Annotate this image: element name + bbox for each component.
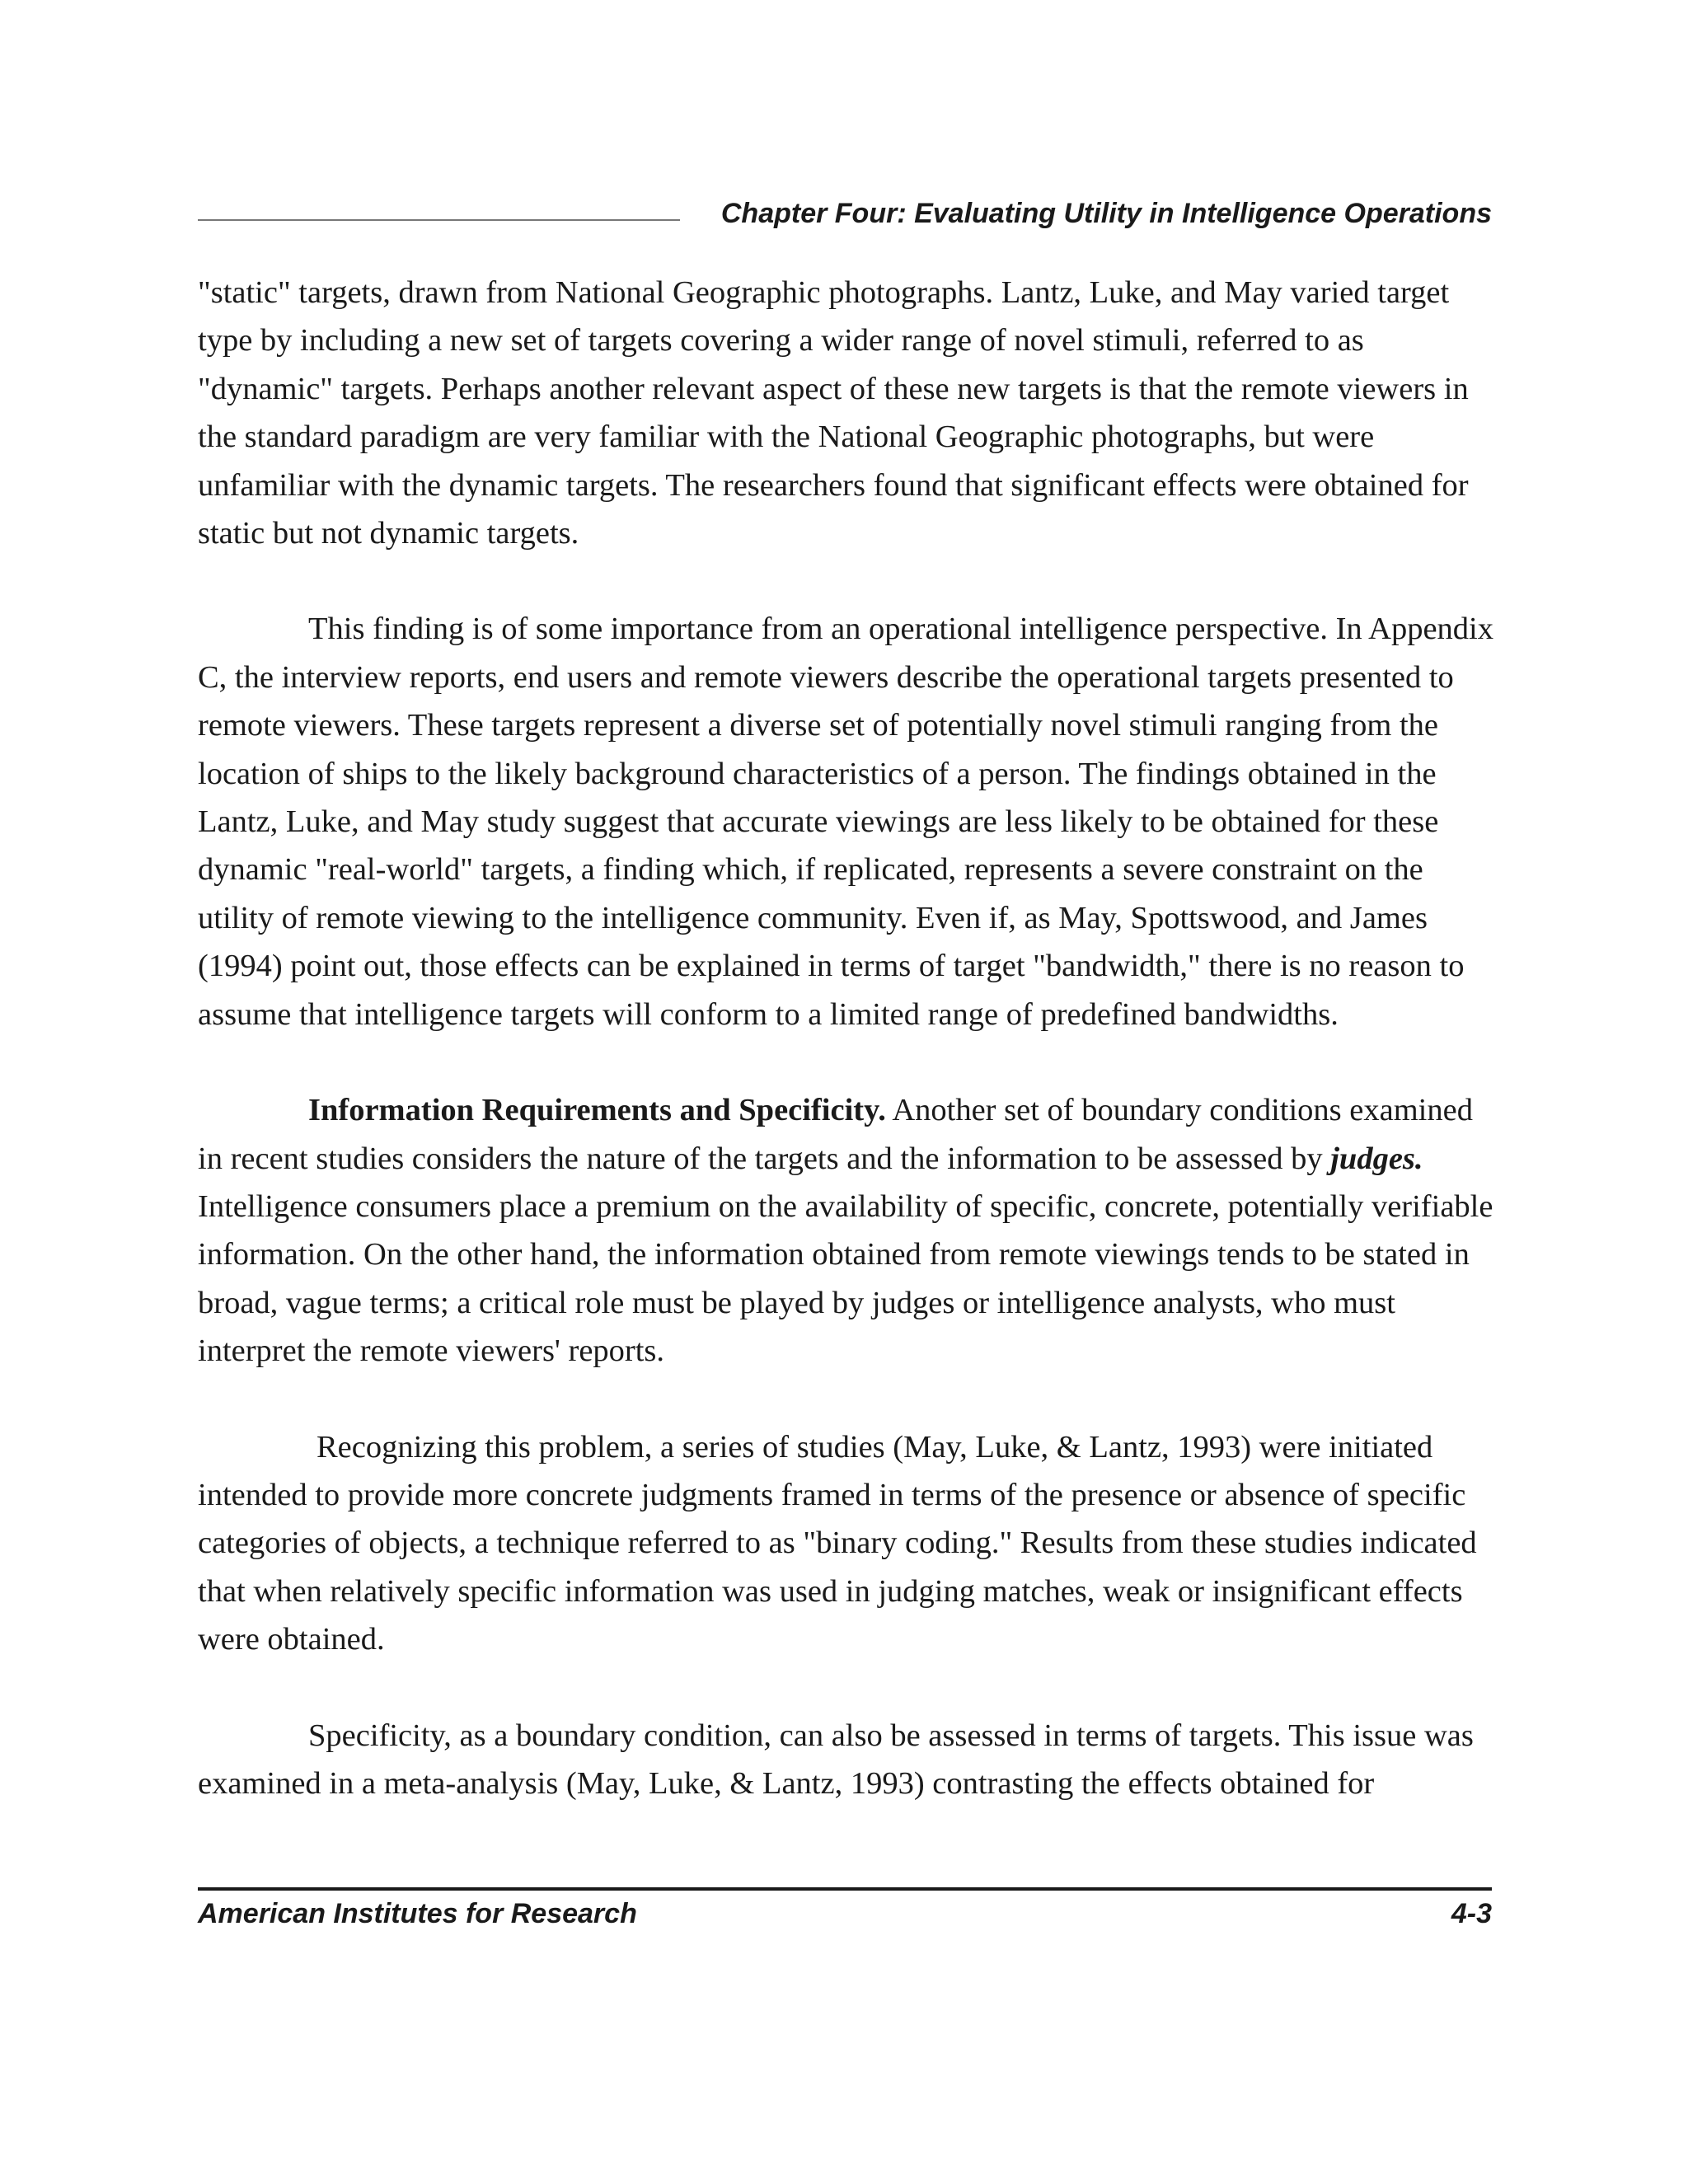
header-rule: [198, 219, 680, 221]
page-header: [198, 194, 1492, 236]
page-footer: [198, 1887, 1492, 1937]
chapter-title: Chapter Four: Evaluating Utility in Intelligence Operations: [720, 198, 1492, 229]
body-text: [198, 269, 1498, 1855]
paragraph-5: Specificity, as a boundary condition, can also be assessed in terms of targets. This issue was examined in a meta-analysis (May, Luke, & Lantz, 1993) contrasting the effects obtained for: [198, 1718, 1474, 1801]
footer-organization: American Institutes for Research: [198, 1898, 637, 1929]
paragraph-2: This finding is of some importance from an operational intelligence perspective. In Appendix C, the interview reports, end users and remote viewers describe the operational targets presented to remote viewers. These targets represent a diverse set of potentially novel stimuli ranging from the location of ships to the likely background characteristics of a person. The findings obtained in the Lantz, Luke, and May study suggest that accurate viewings are less likely to be obtained for these dynamic "real-world" targets, a finding which, if replicated, represents a severe constraint on the utility of remote viewing to the intelligence community. Even if, as May, Spottswood, and James (1994) point out, those effects can be explained in terms of target "bandwidth," there is no reason to assume that intelligence targets will conform to a limited range of predefined bandwidths.: [198, 612, 1493, 1032]
paragraph-3: [198, 1086, 1498, 1375]
footer-rule: [198, 1887, 1492, 1891]
paragraph-4: Recognizing this problem, a series of studies (May, Luke, & Lantz, 1993) were initiated intended to provide more concrete judgments framed in terms of the presence or absence of specific categories of objects, a technique referred to as "binary coding." Results from these studies indicated that when relatively specific information was used in judging matches, weak or insignificant effects were obtained.: [198, 1429, 1477, 1657]
emphasis-judges: judges.: [1330, 1141, 1423, 1176]
section-lead-heading: Information Requirements and Specificity.: [308, 1093, 886, 1128]
paragraph-1: "static" targets, drawn from National Geographic photographs. Lantz, Luke, and May varied target type by including a new set of targets covering a wider range of novel stimuli, referred to as "dynamic" targets. Perhaps another relevant aspect of these new targets is that the remote viewers in the standard paradigm are very familiar with the National Geographic photographs, but were unfamiliar with the dynamic targets. The researchers found that significant effects were obtained for static but not dynamic targets.: [198, 275, 1469, 551]
paragraph-3-text-b: Intelligence consumers place a premium on the availability of specific, concrete, potentially verifiable information. On the other hand, the information obtained from remote viewings tends to be stated in broad, vague terms; a critical role must be played by judges or intelligence analysts, who must interpret the remote viewers' reports.: [198, 1188, 1493, 1369]
page-number: 4-3: [1451, 1898, 1492, 1929]
paragraph-3-text-a: Another set of boundary conditions examined in recent studies considers the nature of the targets and the information to be assessed by: [198, 1093, 1473, 1176]
